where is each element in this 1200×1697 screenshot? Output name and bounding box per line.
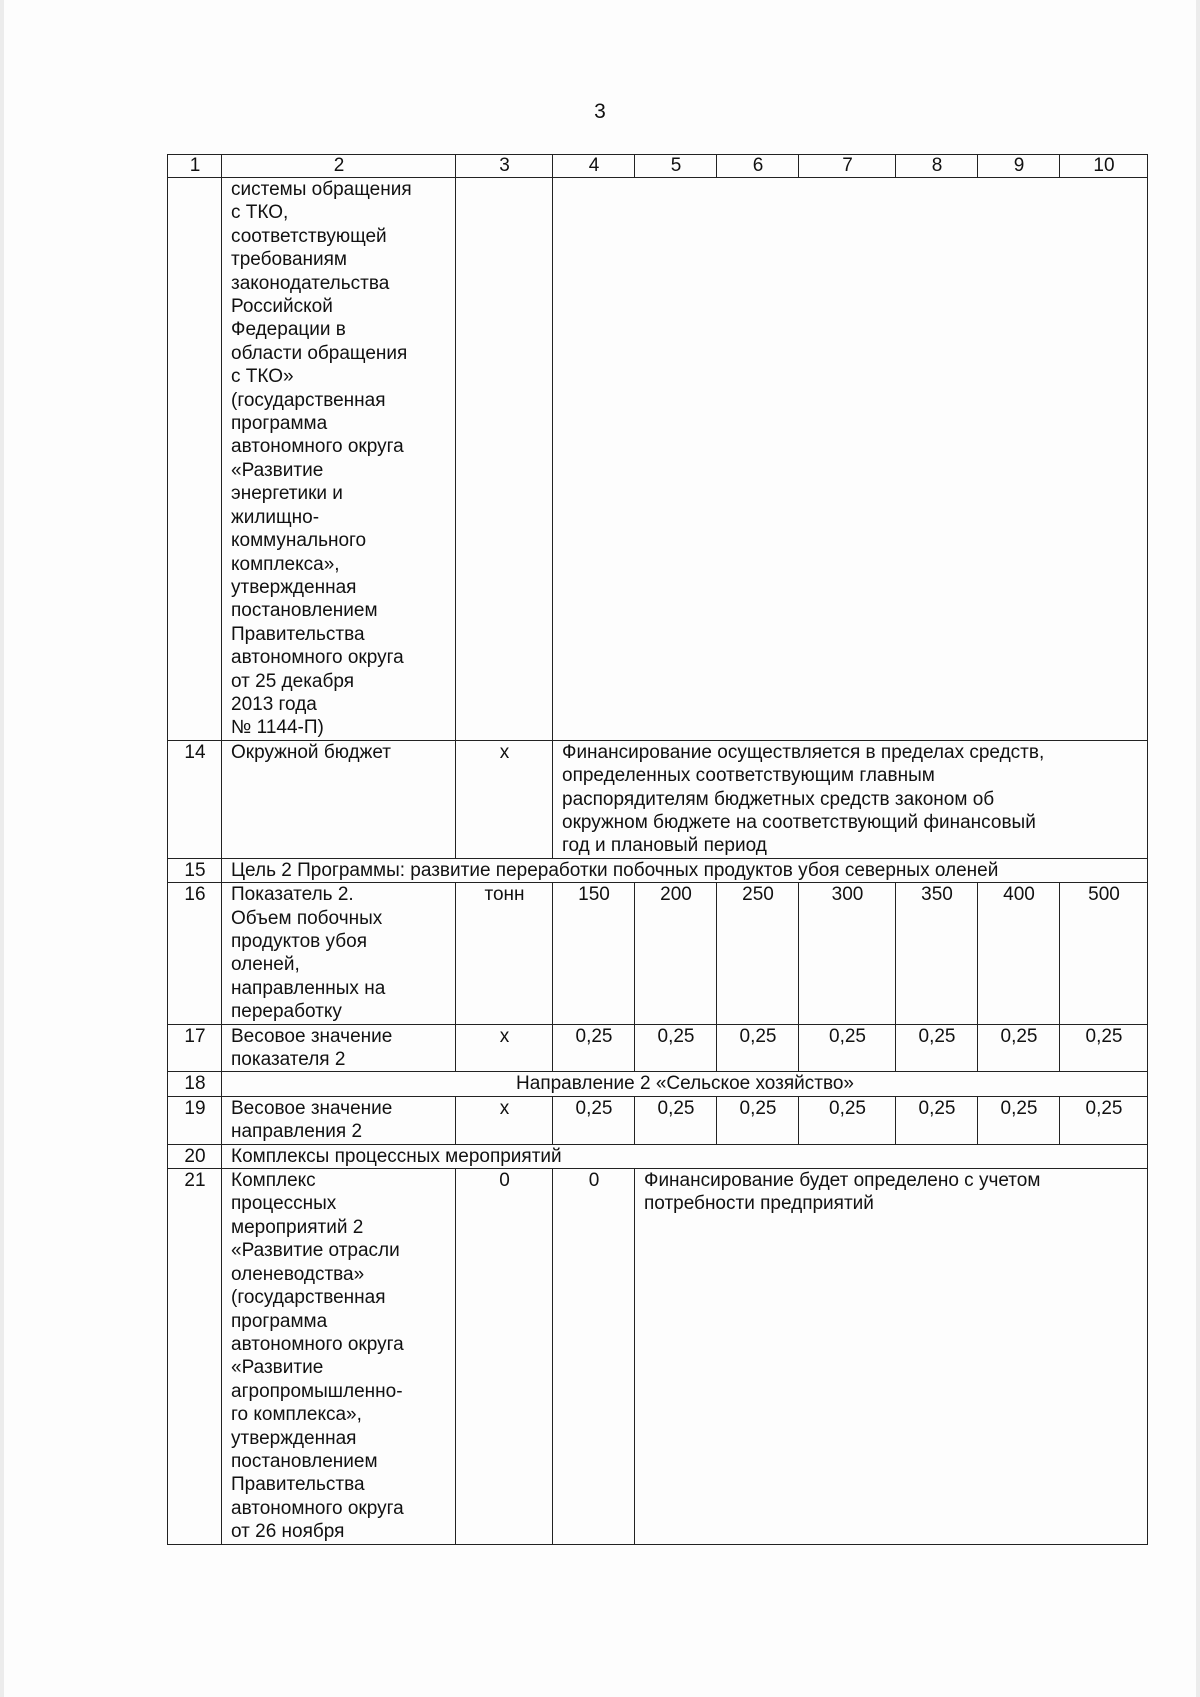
row-number-cell: 18 (168, 1072, 222, 1096)
text-line: 2013 года (231, 693, 317, 715)
text-line: Федерации в (231, 319, 346, 341)
financing-note-cell (635, 1169, 1148, 1545)
text-line: Весовое значение (231, 1025, 393, 1047)
text-line: жилищно- (231, 506, 320, 528)
text-line: законодательства (231, 272, 390, 294)
text-line: распорядителям бюджетных средств законом об (562, 788, 995, 810)
column-header: 4 (553, 155, 635, 178)
column-header: 2 (222, 155, 456, 178)
unit-cell: х (456, 740, 553, 858)
program-table (167, 154, 1148, 1545)
text-line: с ТКО» (231, 366, 294, 388)
text-line: оленей, (231, 954, 300, 976)
section-cell: Комплексы процессных мероприятий (222, 1144, 1148, 1168)
table-row-20 (168, 1144, 1148, 1168)
value-cell: 0,25 (635, 1096, 717, 1144)
value-cell: 0,25 (799, 1024, 896, 1072)
text-line: утвержденная (231, 1427, 357, 1449)
value-cell: 0,25 (799, 1096, 896, 1144)
value-cell: 200 (635, 883, 717, 1024)
table-row-14 (168, 740, 1148, 858)
row-name-cell (222, 1024, 456, 1072)
text-line: системы обращения (231, 179, 412, 200)
text-line: области обращения (231, 342, 408, 364)
text-line: соответствующей (231, 225, 387, 247)
value-cell: 0,25 (896, 1096, 978, 1144)
column-header: 8 (896, 155, 978, 178)
value-cell: 0,25 (717, 1096, 799, 1144)
text-line: коммунального (231, 530, 367, 552)
column-header: 10 (1060, 155, 1148, 178)
column-header: 9 (978, 155, 1060, 178)
column-header: 6 (717, 155, 799, 178)
text-line: Финансирование осуществляется в пределах средств, (562, 741, 1045, 763)
text-line: потребности предприятий (644, 1193, 874, 1215)
text-line: требованиям (231, 249, 347, 271)
value-cell: 0,25 (553, 1024, 635, 1072)
col3-cell: 0 (456, 1169, 553, 1545)
value-cell: 0,25 (553, 1096, 635, 1144)
row-name-cell (222, 178, 456, 741)
table-row-18 (168, 1072, 1148, 1096)
text-line: Российской (231, 296, 333, 318)
financing-note-cell (553, 740, 1148, 858)
text-line: постановлением (231, 1450, 378, 1472)
text-line: Комплекс (231, 1170, 316, 1192)
text-line: процессных (231, 1193, 337, 1215)
column-header: 7 (799, 155, 896, 178)
page-number: 3 (594, 100, 606, 123)
text-line: «Развитие (231, 1357, 324, 1379)
document-page (4, 0, 1196, 1697)
unit-cell (456, 178, 553, 741)
unit-cell: тонн (456, 883, 553, 1024)
text-line: с ТКО, (231, 202, 289, 224)
text-line: программа (231, 1310, 328, 1332)
row-number-cell: 20 (168, 1144, 222, 1168)
row-name-cell: Окружной бюджет (222, 740, 456, 858)
column-header: 1 (168, 155, 222, 178)
text-line: программа (231, 413, 328, 435)
text-line: комплекса», (231, 553, 340, 575)
table-row-19 (168, 1096, 1148, 1144)
value-cell: 0,25 (717, 1024, 799, 1072)
table-row-13-continued (168, 178, 1148, 741)
text-line: (государственная (231, 389, 386, 411)
text-line: «Развитие (231, 459, 324, 481)
text-line: № 1144-П) (231, 717, 324, 739)
text-line: Правительства (231, 1474, 365, 1496)
text-line: утвержденная (231, 576, 357, 598)
value-cell: 300 (799, 883, 896, 1024)
value-cell: 0,25 (635, 1024, 717, 1072)
text-line: показателя 2 (231, 1049, 346, 1071)
table-row-21 (168, 1169, 1148, 1545)
row-number-cell: 17 (168, 1024, 222, 1072)
text-line: Финансирование будет определено с учетом (644, 1170, 1041, 1192)
text-line: Показатель 2. (231, 884, 354, 906)
text-line: оленеводства» (231, 1263, 365, 1285)
merged-empty-cell (553, 178, 1148, 741)
text-line: направленных на (231, 977, 386, 999)
col4-cell: 0 (553, 1169, 635, 1545)
text-line: мероприятий 2 (231, 1216, 364, 1238)
text-line: Правительства (231, 623, 365, 645)
text-line: направления 2 (231, 1121, 363, 1143)
value-cell: 150 (553, 883, 635, 1024)
value-cell: 0,25 (896, 1024, 978, 1072)
column-header: 5 (635, 155, 717, 178)
text-line: Объем побочных (231, 907, 383, 929)
column-header: 3 (456, 155, 553, 178)
text-line: автономного округа (231, 647, 404, 669)
text-line: окружном бюджете на соответствующий финансовый (562, 811, 1036, 833)
row-number-cell: 19 (168, 1096, 222, 1144)
text-line: го комплекса», (231, 1404, 362, 1426)
row-number-cell: 21 (168, 1169, 222, 1545)
row-name-cell (222, 1096, 456, 1144)
value-cell: 500 (1060, 883, 1148, 1024)
text-line: автономного округа (231, 1497, 404, 1519)
text-line: (государственная (231, 1287, 386, 1309)
value-cell: 350 (896, 883, 978, 1024)
row-number-cell: 14 (168, 740, 222, 858)
value-cell: 0,25 (978, 1024, 1060, 1072)
column-number-header-row (168, 155, 1148, 178)
row-name-cell (222, 883, 456, 1024)
value-cell: 0,25 (1060, 1024, 1148, 1072)
text-line: от 25 декабря (231, 670, 355, 692)
row-name-cell (222, 1169, 456, 1545)
text-line: от 26 ноября (231, 1521, 345, 1543)
text-line: год и плановый период (562, 835, 767, 857)
text-line: «Развитие отрасли (231, 1240, 400, 1262)
row-number-cell: 15 (168, 858, 222, 882)
table-row-16 (168, 883, 1148, 1024)
text-line: постановлением (231, 600, 378, 622)
text-line: энергетики и (231, 483, 343, 505)
value-cell: 0,25 (978, 1096, 1060, 1144)
text-line: переработку (231, 1001, 342, 1023)
text-line: автономного округа (231, 1333, 404, 1355)
text-line: определенных соответствующим главным (562, 765, 935, 787)
unit-cell: х (456, 1096, 553, 1144)
table-row-17 (168, 1024, 1148, 1072)
unit-cell: х (456, 1024, 553, 1072)
text-line: Весовое значение (231, 1097, 393, 1119)
value-cell: 400 (978, 883, 1060, 1024)
value-cell: 250 (717, 883, 799, 1024)
text-line: автономного округа (231, 436, 404, 458)
text-line: агропромышленно- (231, 1380, 403, 1402)
row-number-cell: 16 (168, 883, 222, 1024)
goal-cell: Цель 2 Программы: развитие переработки побочных продуктов убоя северных оленей (222, 858, 1148, 882)
row-number-cell (168, 178, 222, 741)
value-cell: 0,25 (1060, 1096, 1148, 1144)
table-row-15 (168, 858, 1148, 882)
direction-cell: Направление 2 «Сельское хозяйство» (222, 1072, 1148, 1096)
text-line: продуктов убоя (231, 931, 367, 952)
